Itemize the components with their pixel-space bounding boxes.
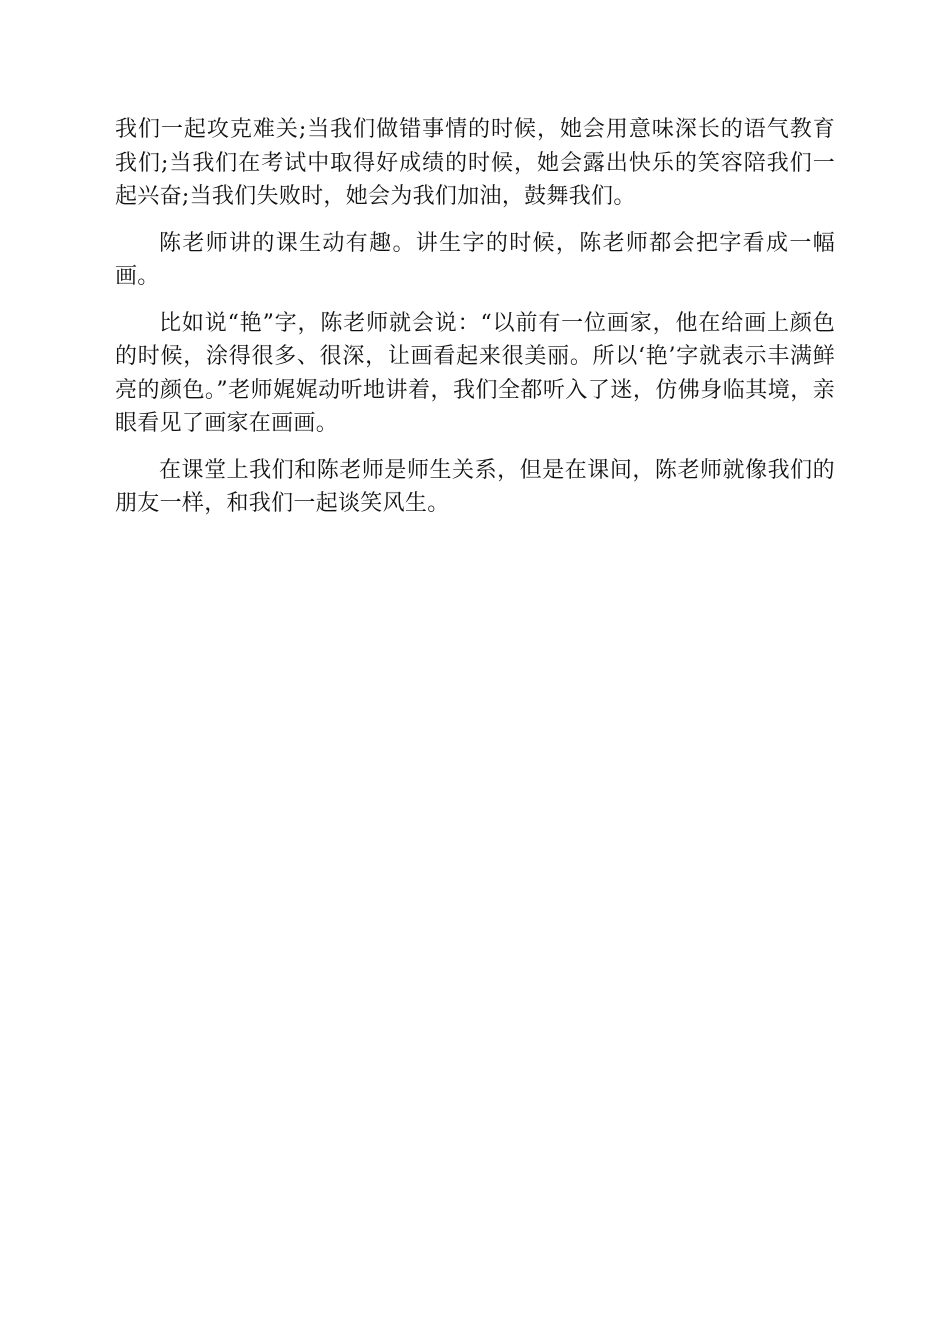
paragraph-3: 比如说“艳”字，陈老师就会说：“以前有一位画家，他在给画上颜色的时候，涂得很多、很深，让画看起来很美丽。所以‘艳’字就表示丰满鲜亮的颜色。”老师娓娓动听地讲着，我们全都听入了迷，仿佛身临其境，亲眼看见了画家在画画。 — [115, 310, 835, 436]
paragraph-2: 陈老师讲的课生动有趣。讲生字的时候，陈老师都会把字看成一幅画。 — [115, 230, 835, 289]
paragraph-1: 我们一起攻克难关;当我们做错事情的时候，她会用意味深长的语气教育我们;当我们在考试中取得好成绩的时候，她会露出快乐的笑容陪我们一起兴奋;当我们失败时，她会为我们加油，鼓舞我们。 — [115, 117, 835, 209]
paragraph-4: 在课堂上我们和陈老师是师生关系，但是在课间，陈老师就像我们的朋友一样，和我们一起谈笑风生。 — [115, 457, 835, 516]
document-body — [115, 113, 835, 534]
